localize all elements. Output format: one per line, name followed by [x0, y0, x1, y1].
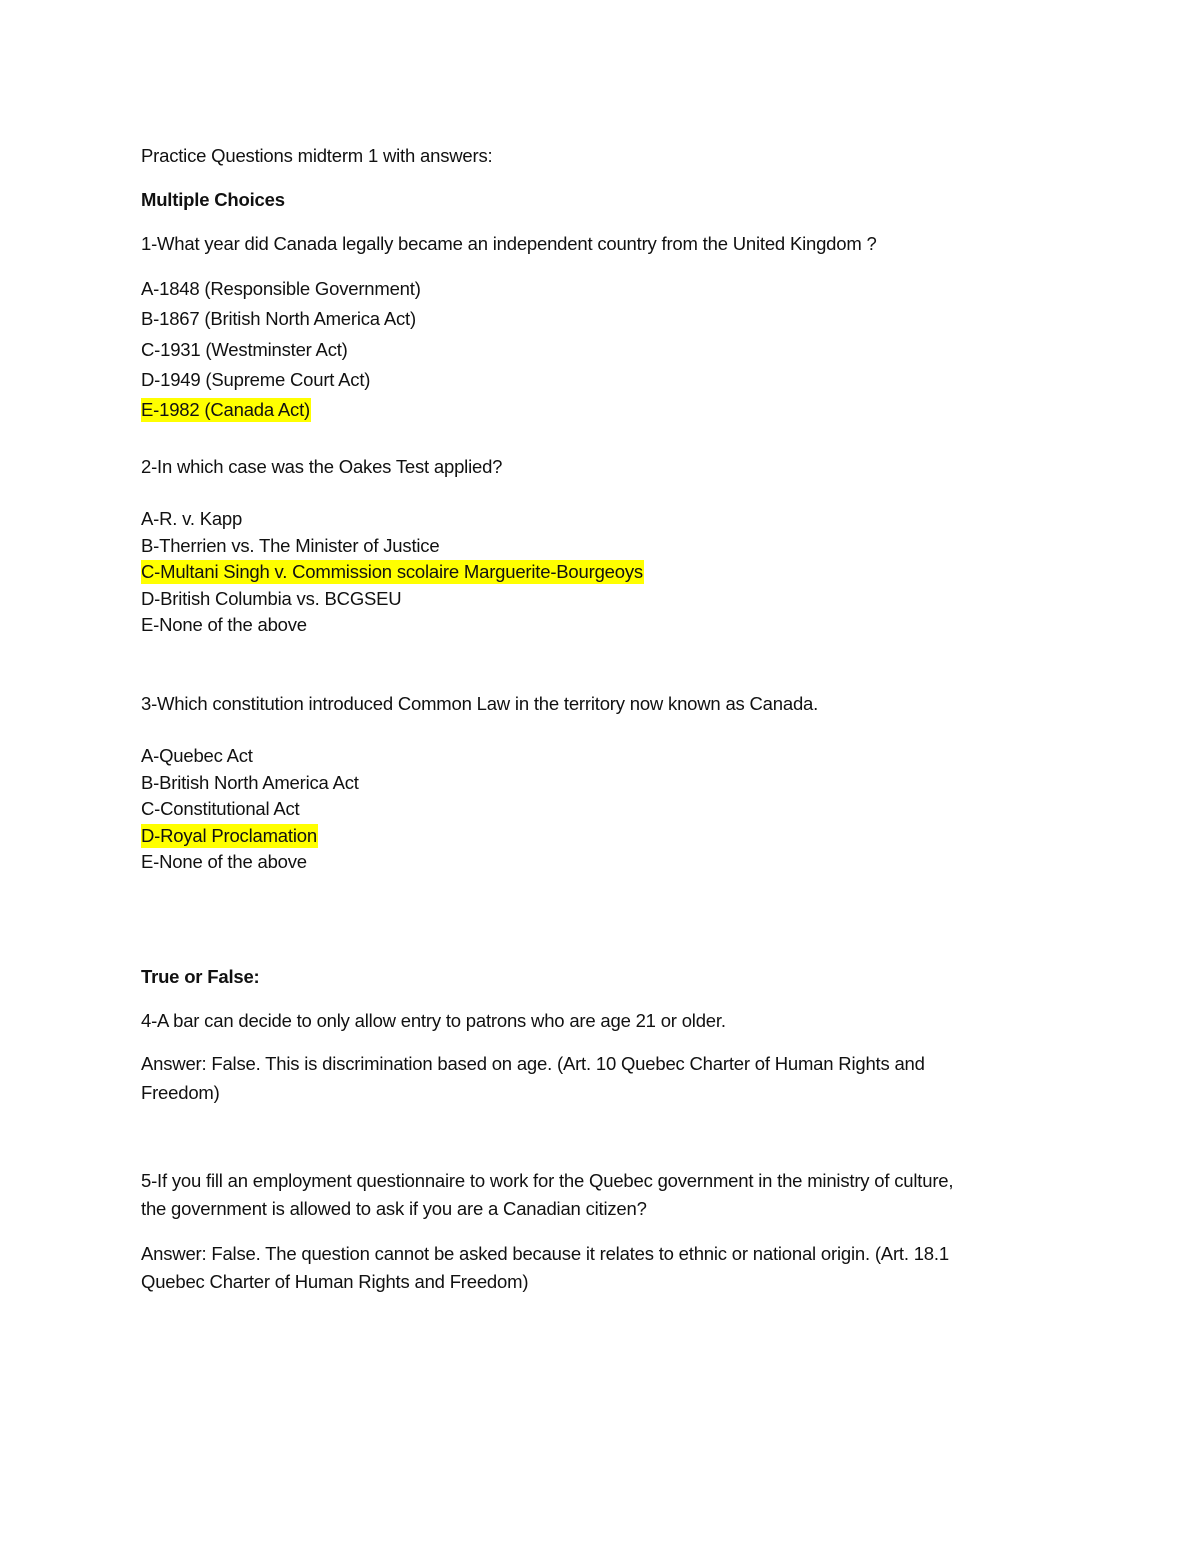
answer-text: Freedom) — [141, 1082, 220, 1103]
section-heading-true-false: True or False: — [141, 966, 260, 987]
document-title: Practice Questions midterm 1 with answers: — [141, 145, 493, 166]
answer-option: B-Therrien vs. The Minister of Justice — [141, 535, 440, 556]
question-prompt: 5-If you fill an employment questionnaire to work for the Quebec government in the ministry of culture, — [141, 1170, 954, 1191]
answer-option: B-British North America Act — [141, 772, 359, 793]
question-prompt: 4-A bar can decide to only allow entry to patrons who are age 21 or older. — [141, 1010, 726, 1031]
correct-answer-option — [141, 560, 644, 584]
answer-option: D-1949 (Supreme Court Act) — [141, 369, 371, 390]
answer-highlight: C-Multani Singh v. Commission scolaire Marguerite-Bourgeoys — [141, 561, 643, 582]
answer-option: A-R. v. Kapp — [141, 508, 243, 529]
answer-text: Quebec Charter of Human Rights and Freedom) — [141, 1271, 529, 1292]
question-prompt: the government is allowed to ask if you are a Canadian citizen? — [141, 1198, 647, 1219]
question-prompt: 1-What year did Canada legally became an independent country from the United Kingdom ? — [141, 233, 877, 254]
answer-option: C-Constitutional Act — [141, 798, 300, 819]
answer-highlight: D-Royal Proclamation — [141, 825, 317, 846]
answer-option: A-1848 (Responsible Government) — [141, 278, 421, 299]
answer-highlight: E-1982 (Canada Act) — [141, 399, 310, 420]
correct-answer-option — [141, 824, 318, 848]
answer-option: E-None of the above — [141, 851, 307, 872]
answer-option: A-Quebec Act — [141, 745, 253, 766]
correct-answer-option — [141, 398, 311, 422]
answer-option: E-None of the above — [141, 614, 307, 635]
question-prompt: 3-Which constitution introduced Common Law in the territory now known as Canada. — [141, 693, 819, 714]
section-heading-multiple-choice: Multiple Choices — [141, 189, 285, 210]
answer-text: Answer: False. This is discrimination based on age. (Art. 10 Quebec Charter of Human Rights and — [141, 1053, 925, 1074]
answer-option: D-British Columbia vs. BCGSEU — [141, 588, 402, 609]
question-prompt: 2-In which case was the Oakes Test applied? — [141, 456, 503, 477]
answer-option: C-1931 (Westminster Act) — [141, 339, 348, 360]
answer-option: B-1867 (British North America Act) — [141, 308, 416, 329]
answer-text: Answer: False. The question cannot be asked because it relates to ethnic or national origin. (Art. 18.1 — [141, 1243, 949, 1264]
